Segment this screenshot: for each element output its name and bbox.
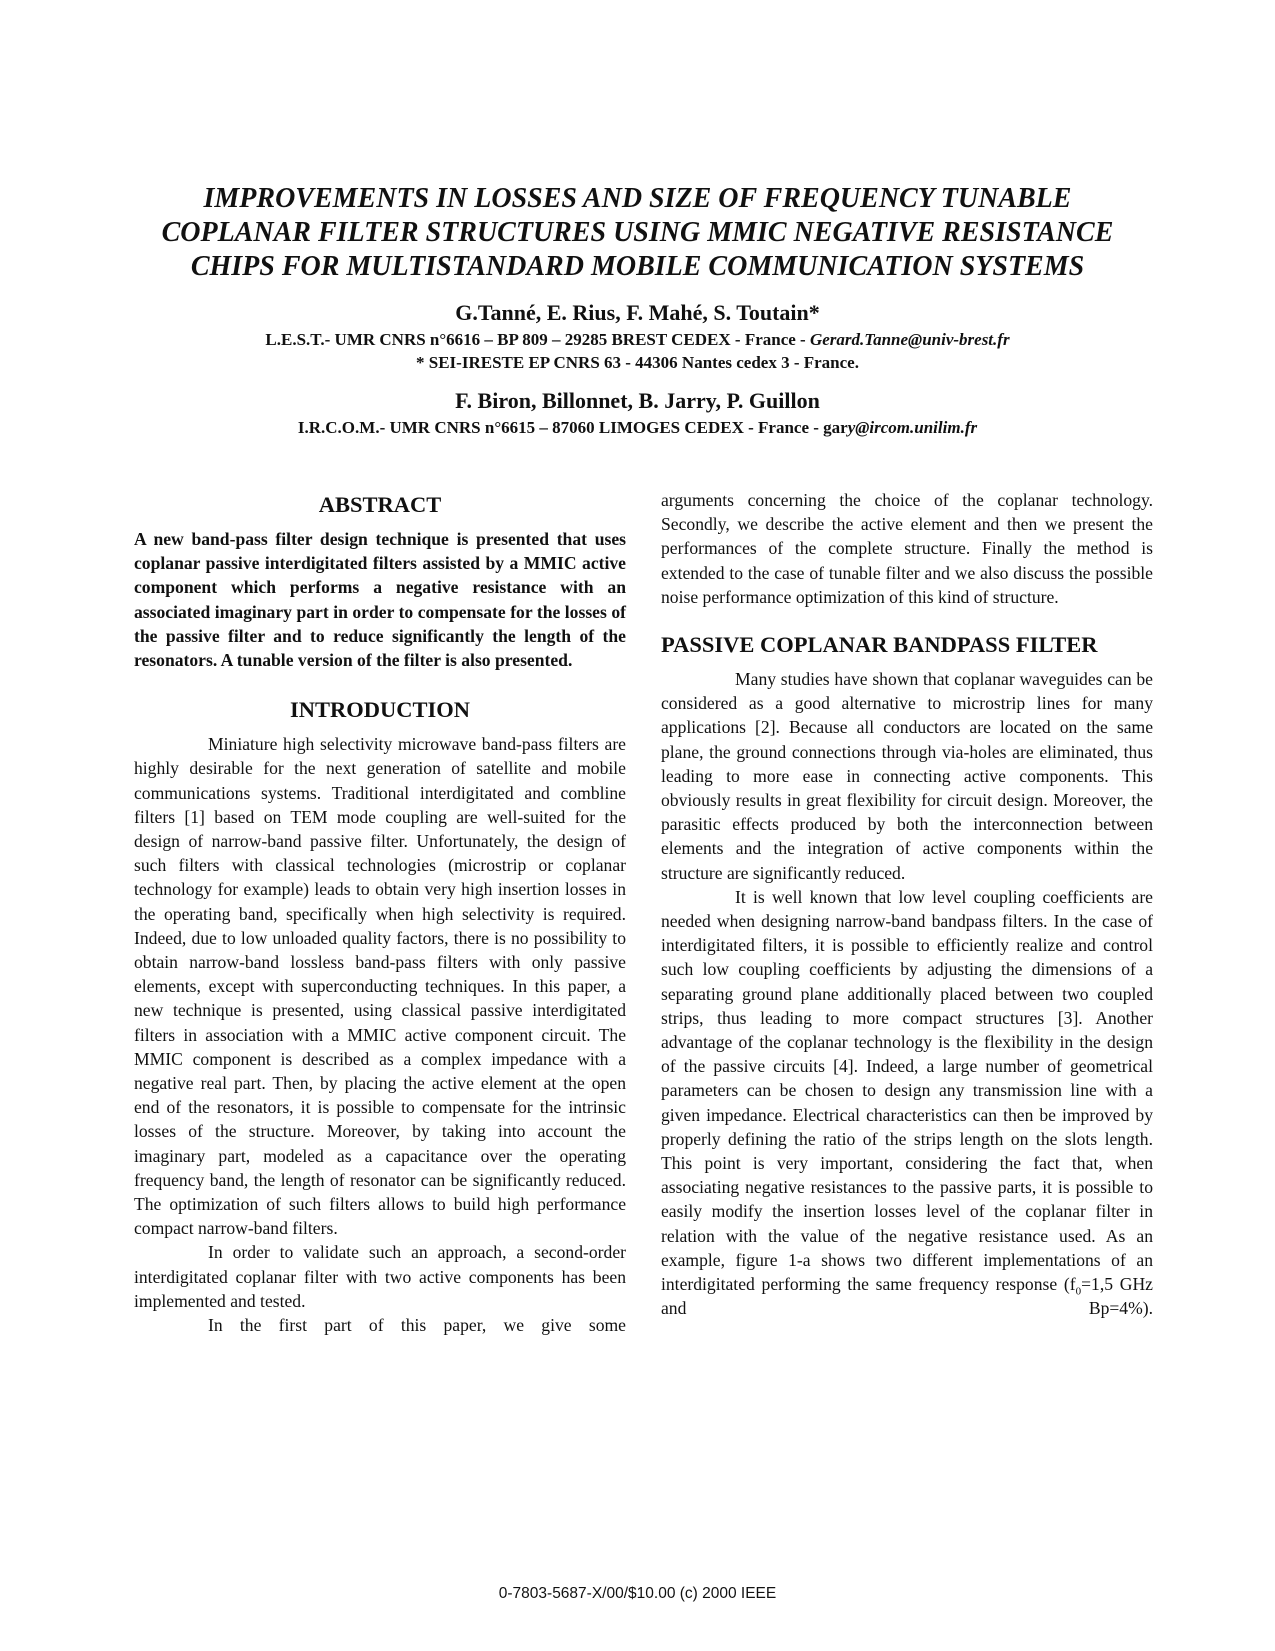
affiliation-2 — [0, 417, 1275, 439]
email-1: Gerard.Tanne@univ-brest.fr — [809, 330, 1010, 349]
email-2: y@ircom.unilim.fr — [847, 418, 978, 437]
affiliation-1b: * SEI-IRESTE EP CNRS 63 - 44306 Nantes cedex 3 - France. — [416, 353, 859, 372]
affiliation-2-text: I.R.C.O.M.- UMR CNRS n°6615 – 87060 LIMOGES CEDEX - France - gar — [297, 418, 848, 437]
f-subscript: 0 — [1075, 1285, 1082, 1298]
paper-title — [80, 182, 1195, 284]
affiliation-1-text: L.E.S.T.- UMR CNRS n°6616 – BP 809 – 29285 BREST CEDEX - France - — [265, 330, 810, 349]
introduction-heading: INTRODUCTION — [289, 697, 471, 723]
intro-paragraph-2: In order to validate such an approach, a second-order interdigitated coplanar filter with two active components has been implemented and tested. — [134, 1242, 626, 1311]
affiliation-1 — [0, 329, 1275, 351]
abstract-heading: ABSTRACT — [318, 492, 442, 517]
passive-paragraph-2-end: =1,5 GHz and Bp=4%). — [661, 1274, 1153, 1319]
right-column — [661, 488, 1153, 1321]
passive-paragraph-2 — [661, 885, 1153, 1321]
intro-paragraph-1: Miniature high selectivity microwave band-pass filters are highly desirable for the next generation of satellite and mobile communications systems. Traditional interdigitated and combline filters [1] based on TEM mode coupling are well-suited for the design of narrow-band passive filter. Unfortunately, the design of such filters with classical technologies (microstrip or coplanar technology for example) leads to obtain very high insertion losses in the operating band, specifically when high selectivity is required. Indeed, due to low unloaded quality factors, there is no possibility to obtain narrow-band lossless band-pass filters with only passive elements, except with superconducting techniques. In this paper, a new technique is presented, using classical passive interdigitated filters in association with a MMIC active component circuit. The MMIC component is described as a complex impedance with a negative real part. Then, by placing the active element at the open end of the resonators, it is possible to compensate for the intrinsic losses of the structure. Moreover, by taking into account the imaginary part, modeled as a capacitance over the operating frequency band, the length of resonator can be significantly reduced. The optimization of such filters allows to build high performance compact narrow-band filters. — [134, 734, 626, 1239]
abstract-text: A new band-pass filter design technique is presented that uses coplanar passive interdigitated filters assisted by a MMIC active component which performs a negative resistance with an associated imaginary part in order to compensate for the losses of the passive filter and to reduce significantly the length of the resonators. A tunable version of the filter is also presented. — [134, 529, 626, 671]
passive-paragraph-1: Many studies have shown that coplanar waveguides can be considered as a good alternative to microstrip lines for many applications [2]. Because all conductors are located on the same plane, the ground connections through via-holes are eliminated, thus leading to more ease in connecting active components. This obviously results in great flexibility for circuit design. Moreover, the parasitic effects produced by both the interconnection between elements and the integration of active components within the structure are significantly reduced. — [661, 669, 1153, 883]
title-line-1: IMPROVEMENTS IN LOSSES AND SIZE OF FREQUENCY TUNABLE — [203, 183, 1072, 214]
passive-paragraph-2-text: It is well known that low level coupling coefficients are needed when designing narrow-band bandpass filters. In the case of interdigitated filters, it is possible to efficiently realize and control such low coupling coefficients by adjusting the dimensions of a separating ground plane additionally placed between two coupled strips, thus leading to more compact structures [3]. Another advantage of the coplanar technology is the flexibility in the design of the passive circuits [4]. Indeed, a large number of geometrical parameters can be chosen to design any transmission line with a given impedance. Electrical characteristics can then be improved by properly defining the ratio of the strips length on the slots length. This point is very important, considering the fact that, when associating negative resistances to the passive parts, it is possible to easily modify the insertion losses level of the coplanar filter in relation with the value of the negative resistance used. As an example, figure 1-a shows two different implementations of an interdigitated performing the same frequency response (f — [661, 886, 1153, 1295]
authors-group-1: G.Tanné, E. Rius, F. Mahé, S. Toutain* — [455, 300, 820, 325]
left-column — [134, 485, 626, 1337]
copyright-footer: 0-7803-5687-X/00/$10.00 (c) 2000 IEEE — [498, 1585, 777, 1602]
authors-group-2: F. Biron, Billonnet, B. Jarry, P. Guillon — [455, 388, 820, 413]
title-line-2: COPLANAR FILTER STRUCTURES USING MMIC NEGATIVE RESISTANCE — [161, 217, 1114, 248]
right-paragraph-1: arguments concerning the choice of the coplanar technology. Secondly, we describe the active element and then we present the performances of the complete structure. Finally the method is extended to the case of tunable filter and we also discuss the possible noise performance optimization of this kind of structure. — [661, 490, 1153, 607]
title-line-3: CHIPS FOR MULTISTANDARD MOBILE COMMUNICATION SYSTEMS — [190, 251, 1085, 282]
intro-paragraph-3: In the first part of this paper, we give some — [208, 1315, 626, 1336]
passive-filter-heading: PASSIVE COPLANAR BANDPASS FILTER — [661, 632, 1098, 658]
